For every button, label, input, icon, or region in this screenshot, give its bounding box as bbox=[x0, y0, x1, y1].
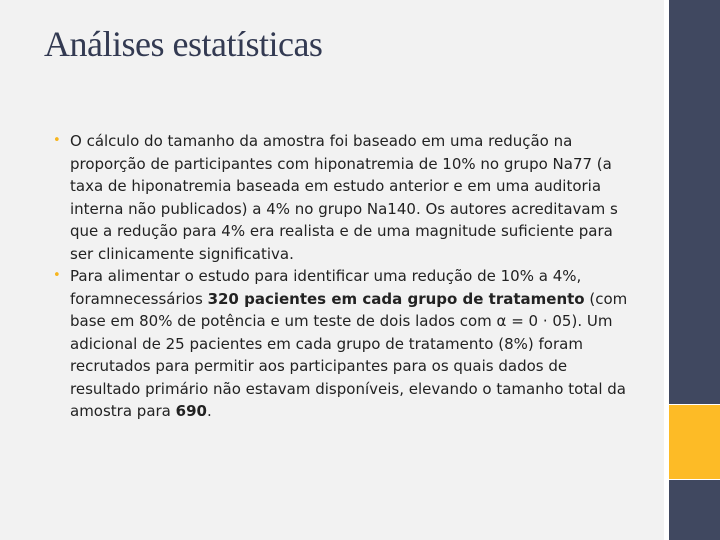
bullet-marker: • bbox=[53, 133, 61, 148]
bullet-item-2 bbox=[53, 265, 628, 423]
bullet-marker: • bbox=[53, 268, 61, 283]
bullet-text-bold-1: 320 pacientes em cada grupo de tratamento bbox=[207, 289, 585, 308]
bullet-text-bold-2: 690 bbox=[175, 402, 207, 420]
bullet-item-1 bbox=[53, 130, 628, 265]
bullet-text-part-1: Para alimentar o estudo para identificar uma redução de 10% a 4%, foramnecessários bbox=[70, 267, 582, 308]
bullet-text-part-3: . bbox=[206, 402, 212, 420]
sidebar-bottom-panel bbox=[669, 480, 720, 540]
bullet-list bbox=[53, 130, 628, 423]
sidebar-accent-panel bbox=[669, 405, 720, 479]
bullet-text: O cálculo do tamanho da amostra foi baseado em uma redução na proporção de participantes com hiponatremia de 10% no grupo Na77 (a taxa de hiponatremia baseada em estudo anterior e em uma auditoria interna não publicados) a 4% no grupo Na140. Os autores acreditavam s que a redução para 4% era realista e de uma magnitude suficiente para ser clinicamente significativa. bbox=[70, 132, 618, 263]
bullet-text-part-2: (com base em 80% de potência e um teste de dois lados com α = 0 · 05). Um adicional de 25 pacientes em cada grupo de tratamento (8%) foram recrutados para permitir aos participantes para os quais dados de resultado primário não estavam disponíveis, elevando o tamanho total da amostra para bbox=[70, 289, 628, 420]
slide-title: Análises estatísticas bbox=[44, 24, 323, 64]
sidebar-top-panel bbox=[669, 0, 720, 404]
